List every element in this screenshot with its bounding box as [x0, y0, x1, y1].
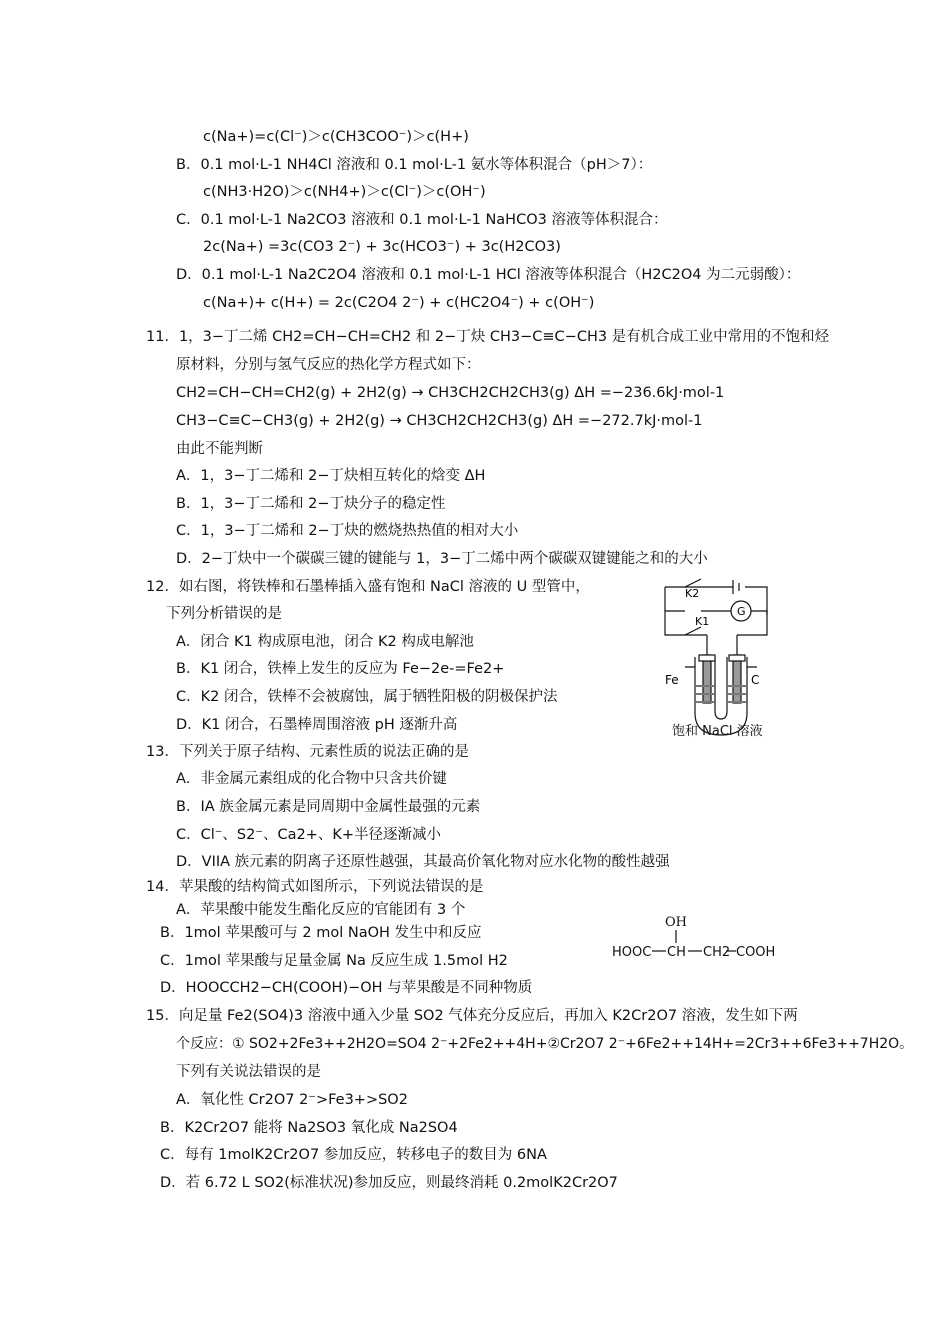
q13-stem: 13．下列关于原子结构、元素性质的说法正确的是	[146, 744, 469, 760]
q12-option-d: D．K1 闭合，石墨棒周围溶液 pH 逐渐升高	[176, 717, 458, 733]
q10-a-continuation: c(Na+)=c(Cl⁻)＞c(CH3COO⁻)＞c(H+)	[203, 129, 469, 145]
q12-option-c: C．K2 闭合，铁棒不会被腐蚀，属于牺牲阳极的阴极保护法	[176, 689, 558, 705]
diagram-caption: 饱和 NaCl 溶液	[672, 724, 763, 739]
ch-label: CH	[667, 945, 686, 960]
q11-equation-1: CH2=CH−CH=CH2(g) + 2H2(g) → CH3CH2CH2CH3(g) ΔH =−236.6kJ·mol-1	[176, 385, 725, 401]
q12-option-a: A．闭合 K1 构成原电池，闭合 K2 构成电解池	[176, 634, 474, 650]
q10-option-d: D．0.1 mol·L-1 Na2C2O4 溶液和 0.1 mol·L-1 HCl 溶液等体积混合（H2C2O4 为二元弱酸）：	[176, 267, 801, 283]
k2-label: K2	[685, 587, 700, 600]
q14-stem: 14．苹果酸的结构简式如图所示，下列说法错误的是	[146, 879, 484, 895]
q11-option-a: A．1，3−丁二烯和 2−丁炔相互转化的焓变 ΔH	[176, 468, 486, 484]
q15-stem-line2: 个反应：① SO2+2Fe3++2H2O=SO4 2⁻+2Fe2++4H+②Cr2O7 2⁻+6Fe2++14H+=2Cr3++6Fe3++7H2O。	[176, 1036, 914, 1052]
q15-option-d: D．若 6.72 L SO2(标准状况)参加反应，则最终消耗 0.2molK2Cr2O7	[160, 1175, 618, 1191]
iron-rod	[703, 655, 711, 703]
q10-option-b-expr: c(NH3·H2O)＞c(NH4+)＞c(Cl⁻)＞c(OH⁻)	[203, 184, 486, 200]
q14-option-a: A．苹果酸中能发生酯化反应的官能团有 3 个	[176, 902, 466, 918]
q15-stem-line1: 15．向足量 Fe2(SO4)3 溶液中通入少量 SO2 气体充分反应后，再加入 K2Cr2O7 溶液，发生如下两	[146, 1008, 798, 1024]
q11-option-d: D．2−丁炔中一个碳碳三键的键能与 1，3−丁二烯中两个碳碳双键键能之和的大小	[176, 551, 708, 567]
q10-option-c: C．0.1 mol·L-1 Na2CO3 溶液和 0.1 mol·L-1 NaHCO3 溶液等体积混合：	[176, 212, 668, 228]
oh-group-label: OH	[665, 915, 687, 930]
q11-stem-line3: 由此不能判断	[176, 441, 263, 457]
fe-label: Fe	[665, 673, 679, 687]
q13-option-a: A．非金属元素组成的化合物中只含共价键	[176, 771, 447, 787]
q15-option-b: B．K2Cr2O7 能将 Na2SO3 氧化成 Na2SO4	[160, 1120, 458, 1136]
k1-switch-blade	[685, 627, 701, 635]
q15-option-a: A．氧化性 Cr2O7 2⁻>Fe3+>SO2	[176, 1092, 408, 1108]
q10-option-c-expr: 2c(Na+) =3c(CO3 2⁻) + 3c(HCO3⁻) + 3c(H2CO3)	[203, 239, 561, 255]
q14-option-d: D．HOOCCH2−CH(COOH)−OH 与苹果酸是不同种物质	[160, 980, 533, 996]
q11-option-b: B．1，3−丁二烯和 2−丁炔分子的稳定性	[176, 496, 446, 512]
q11-option-c: C．1，3−丁二烯和 2−丁炔的燃烧热热值的相对大小	[176, 523, 519, 539]
hooc-label: HOOC	[612, 945, 652, 960]
q15-option-c: C．每有 1molK2Cr2O7 参加反应，转移电子的数目为 6NA	[160, 1147, 547, 1163]
q12-stem-line2: 下列分析错误的是	[166, 606, 282, 622]
k2-switch-blade	[685, 579, 701, 587]
graphite-rod	[733, 655, 741, 703]
q13-option-c: C．Cl⁻、S2⁻、Ca2+、K+半径逐渐减小	[176, 827, 442, 843]
q15-stem-line3: 下列有关说法错误的是	[176, 1064, 321, 1080]
malic-acid-structure	[610, 912, 780, 964]
q14-option-c: C．1mol 苹果酸与足量金属 Na 反应生成 1.5mol H2	[160, 953, 508, 969]
k1-label: K1	[695, 615, 710, 628]
galvanometer-label: G	[737, 605, 746, 618]
q12-stem-line1: 12．如右图，将铁棒和石墨棒插入盛有饱和 NaCl 溶液的 U 型管中，	[146, 579, 590, 595]
q10-option-b: B．0.1 mol·L-1 NH4Cl 溶液和 0.1 mol·L-1 氨水等体积混合（pH＞7）：	[176, 157, 653, 173]
q11-stem-line2: 原材料，分别与氢气反应的热化学方程式如下：	[176, 357, 481, 373]
q12-option-b: B．K1 闭合，铁棒上发生的反应为 Fe−2e-=Fe2+	[176, 661, 505, 677]
q14-option-b: B．1mol 苹果酸可与 2 mol NaOH 发生中和反应	[160, 925, 482, 941]
cooh-label: COOH	[736, 945, 776, 960]
c-label: C	[751, 673, 760, 687]
q11-stem-line1: 11．1，3−丁二烯 CH2=CH−CH=CH2 和 2−丁炔 CH3−C≡C−CH3 是有机合成工业中常用的不饱和烃	[146, 329, 830, 345]
q11-equation-2: CH3−C≡C−CH3(g) + 2H2(g) → CH3CH2CH2CH3(g) ΔH =−272.7kJ·mol-1	[176, 413, 703, 429]
q10-option-d-expr: c(Na+)+ c(H+) = 2c(C2O4 2⁻) + c(HC2O4⁻) + c(OH⁻)	[203, 295, 595, 311]
u-tube-cell-diagram	[655, 575, 785, 745]
u-tube-inner	[715, 657, 727, 719]
q13-option-d: D．VIIA 族元素的阴离子还原性越强，其最高价氧化物对应水化物的酸性越强	[176, 854, 670, 870]
ch2-label: CH2	[703, 945, 731, 960]
q13-option-b: B．IA 族金属元素是同周期中金属性最强的元素	[176, 799, 481, 815]
